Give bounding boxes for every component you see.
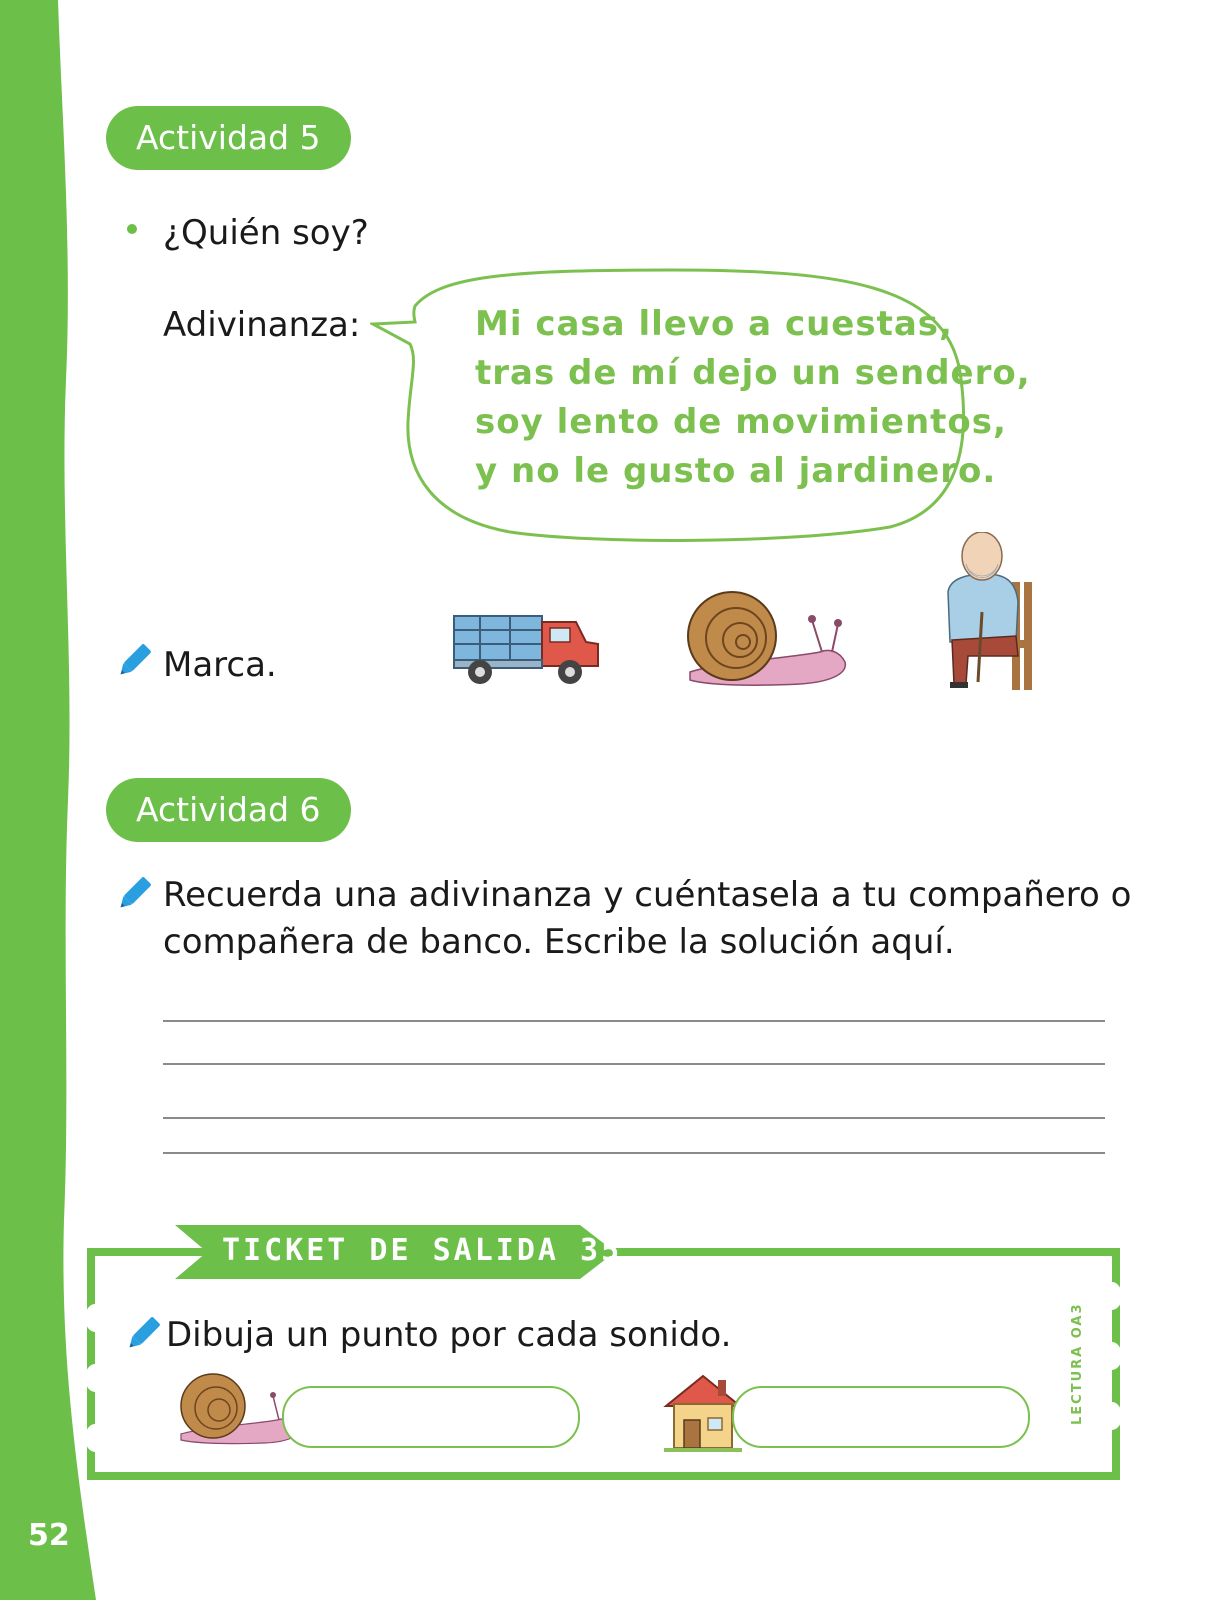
ticket-notch <box>1102 1282 1122 1310</box>
snail-sound-box[interactable] <box>282 1386 580 1448</box>
ticket-notch <box>1102 1402 1122 1430</box>
riddle-line-3: soy lento de movimientos, <box>475 402 1007 442</box>
activity-6-title: Actividad 6 <box>106 778 351 842</box>
pencil-icon <box>113 640 155 682</box>
answer-line[interactable] <box>163 1117 1105 1119</box>
mark-instruction: Marca. <box>163 645 277 685</box>
riddle-line-1: Mi casa llevo a cuestas, <box>475 304 953 344</box>
answer-line[interactable] <box>163 1152 1105 1154</box>
ticket-notch <box>85 1424 105 1452</box>
question: ¿Quién soy? <box>163 213 369 253</box>
activity-5-title: Actividad 5 <box>106 106 351 170</box>
ticket-title: TICKET DE SALIDA 35 <box>222 1233 623 1268</box>
snail-option[interactable] <box>680 590 855 695</box>
pencil-icon <box>122 1313 164 1355</box>
ticket-notch <box>1102 1342 1122 1370</box>
bullet-icon <box>127 224 137 234</box>
ticket-notch <box>85 1304 105 1332</box>
activity-6-instruction-line-2: compañera de banco. Escribe la solución aquí. <box>163 922 955 962</box>
house-sound-box[interactable] <box>732 1386 1030 1448</box>
answer-line[interactable] <box>163 1020 1105 1022</box>
truck-option[interactable] <box>450 610 605 692</box>
old-man-option[interactable] <box>928 532 1038 692</box>
pencil-icon <box>113 873 155 915</box>
page-number: 52 <box>28 1518 70 1553</box>
riddle-label: Adivinanza: <box>163 305 361 345</box>
riddle-line-2: tras de mí dejo un sendero, <box>475 353 1031 393</box>
activity-6-instruction-line-1: Recuerda una adivinanza y cuéntasela a tu compañero o <box>163 875 1132 915</box>
riddle-line-4: y no le gusto al jardinero. <box>475 451 997 491</box>
ticket-instruction: Dibuja un punto por cada sonido. <box>166 1315 732 1355</box>
ticket-notch <box>85 1364 105 1392</box>
ticket-side-tag: LECTURA OA3 <box>1070 1302 1085 1425</box>
answer-line[interactable] <box>163 1063 1105 1065</box>
